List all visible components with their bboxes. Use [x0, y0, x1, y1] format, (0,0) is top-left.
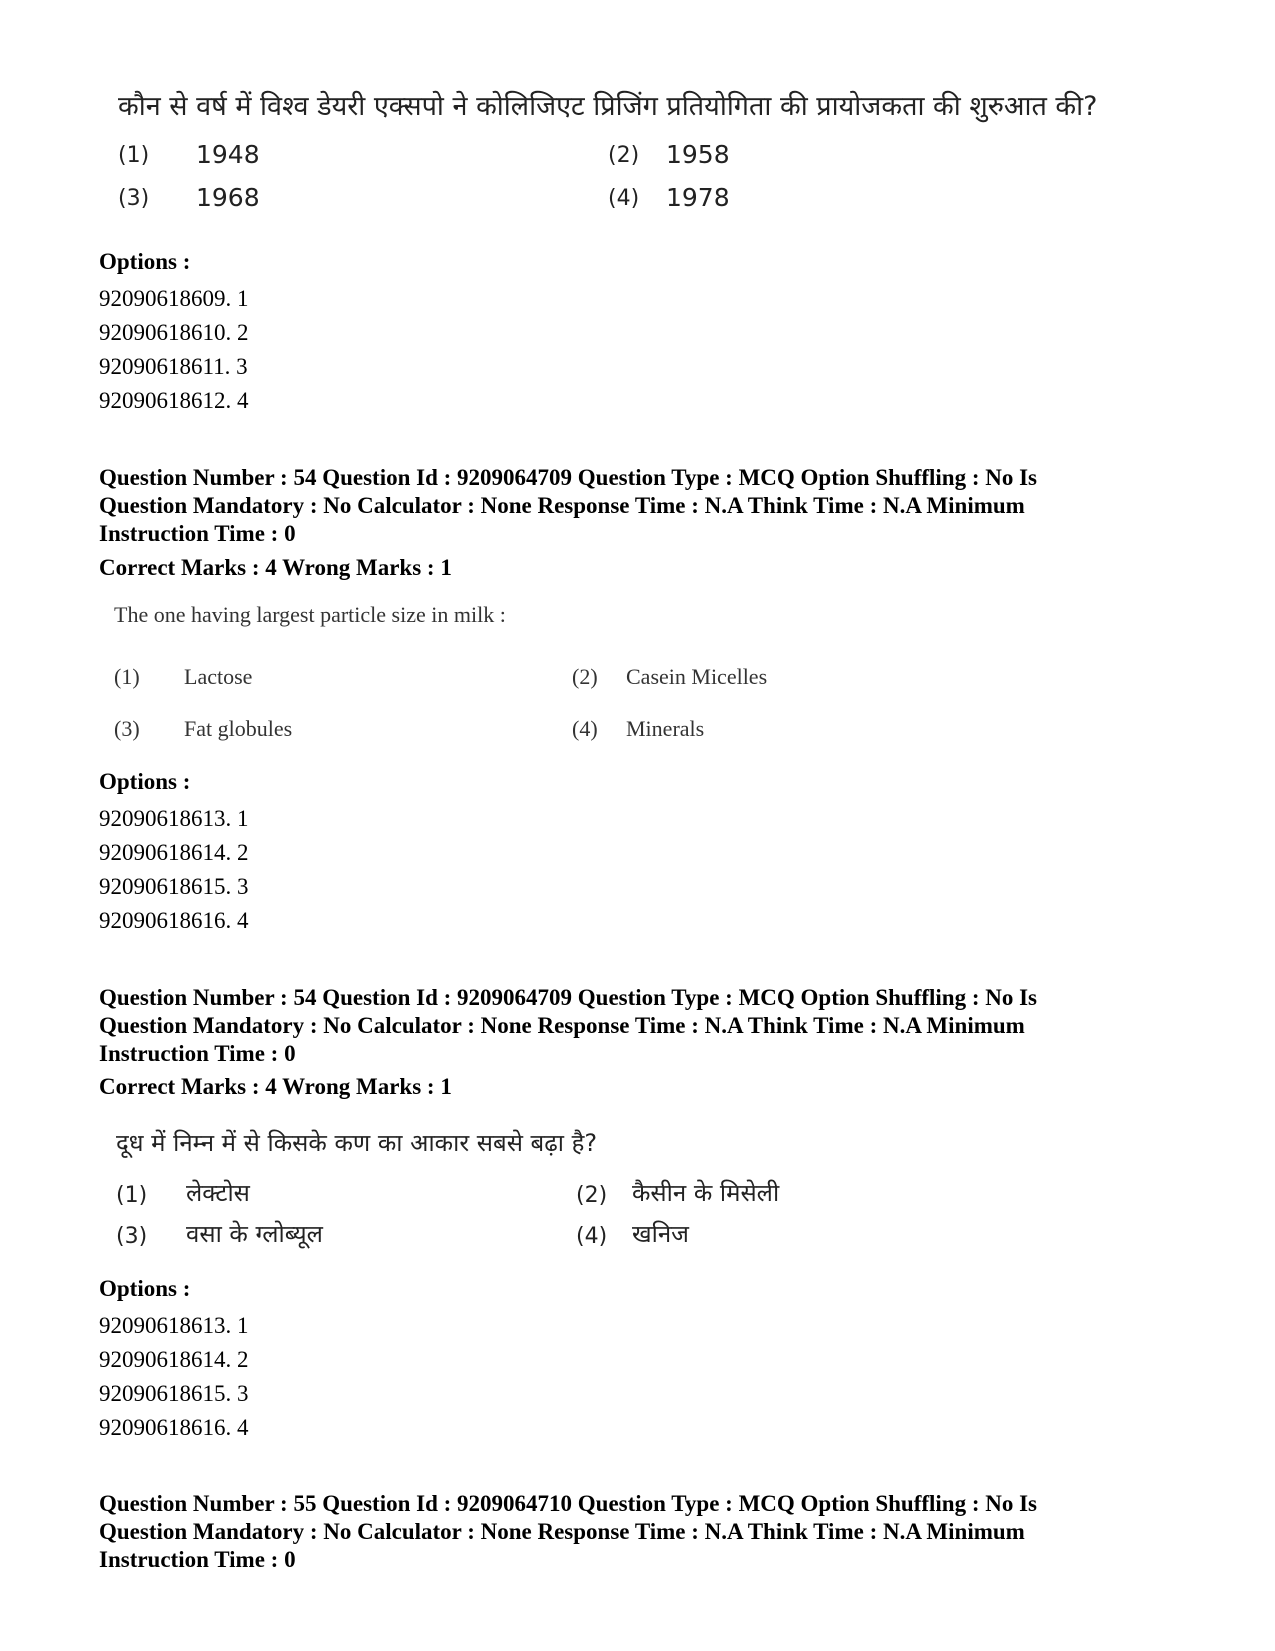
- option-id-list: [99, 282, 249, 418]
- option-id: 92090618614. 2: [99, 1347, 249, 1372]
- marks-line: Correct Marks : 4 Wrong Marks : 1: [99, 1074, 452, 1099]
- option-id: 92090618609. 1: [99, 286, 249, 311]
- option-number: (4): [572, 716, 598, 741]
- option-id: 92090618616. 4: [99, 1415, 249, 1440]
- option-number: (4): [576, 1224, 608, 1249]
- option-value: 1968: [196, 183, 260, 212]
- question-meta: [99, 1490, 1209, 1574]
- option-id: 92090618615. 3: [99, 1381, 249, 1406]
- option-number: (1): [114, 664, 140, 689]
- meta-line: Question Mandatory : No Calculator : None Response Time : N.A Think Time : N.A Minimum: [99, 493, 1025, 518]
- question-meta: [99, 464, 1209, 548]
- question-text: दूध में निम्न में से किसके कण का आकार सबसे बढ़ा है?: [116, 1129, 598, 1157]
- meta-line: Question Number : 54 Question Id : 9209064709 Question Type : MCQ Option Shuffling : No Is: [99, 985, 1038, 1010]
- option-number: (3): [118, 186, 150, 211]
- option-number: (2): [608, 143, 640, 168]
- options-label: Options :: [99, 1276, 191, 1301]
- option-value: कैसीन के मिसेली: [632, 1179, 780, 1207]
- option-number: (1): [118, 143, 150, 168]
- options-label: Options :: [99, 769, 191, 794]
- option-value: Fat globules: [184, 716, 293, 741]
- option-value: 1978: [666, 183, 730, 212]
- option-value: Lactose: [184, 664, 253, 689]
- option-value: 1948: [196, 140, 260, 169]
- meta-line: Instruction Time : 0: [99, 1547, 296, 1572]
- question-text: The one having largest particle size in milk :: [114, 602, 506, 627]
- meta-line: Question Number : 54 Question Id : 9209064709 Question Type : MCQ Option Shuffling : No Is: [99, 465, 1038, 490]
- option-id: 92090618613. 1: [99, 1313, 249, 1338]
- option-id: 92090618612. 4: [99, 388, 249, 413]
- option-value: Minerals: [626, 716, 705, 741]
- option-id: 92090618610. 2: [99, 320, 249, 345]
- option-id: 92090618613. 1: [99, 806, 249, 831]
- meta-line: Instruction Time : 0: [99, 1041, 296, 1066]
- question-meta: [99, 984, 1209, 1068]
- option-number: (3): [116, 1224, 148, 1249]
- option-id-list: [99, 1309, 249, 1445]
- option-id-list: [99, 802, 249, 938]
- marks-line: Correct Marks : 4 Wrong Marks : 1: [99, 555, 452, 580]
- option-value: लेक्टोस: [186, 1179, 250, 1207]
- option-id: 92090618616. 4: [99, 908, 249, 933]
- option-number: (2): [572, 664, 598, 689]
- option-id: 92090618615. 3: [99, 874, 249, 899]
- option-value: 1958: [666, 140, 730, 169]
- option-value: खनिज: [632, 1220, 689, 1248]
- meta-line: Question Mandatory : No Calculator : None Response Time : N.A Think Time : N.A Minimum: [99, 1519, 1025, 1544]
- option-value: वसा के ग्लोब्यूल: [186, 1220, 323, 1248]
- option-number: (2): [576, 1183, 608, 1208]
- option-number: (1): [116, 1183, 148, 1208]
- option-value: Casein Micelles: [626, 664, 768, 689]
- meta-line: Question Mandatory : No Calculator : None Response Time : N.A Think Time : N.A Minimum: [99, 1013, 1025, 1038]
- options-label: Options :: [99, 249, 191, 274]
- option-number: (3): [114, 716, 140, 741]
- option-number: (4): [608, 186, 640, 211]
- meta-line: Question Number : 55 Question Id : 9209064710 Question Type : MCQ Option Shuffling : No Is: [99, 1491, 1038, 1516]
- option-id: 92090618614. 2: [99, 840, 249, 865]
- question-text: कौन से वर्ष में विश्व डेयरी एक्सपो ने कोलिजिएट प्रिजिंग प्रतियोगिता की प्रायोजकता की शुरुआत की?: [118, 91, 1098, 122]
- meta-line: Instruction Time : 0: [99, 521, 296, 546]
- option-id: 92090618611. 3: [99, 354, 248, 379]
